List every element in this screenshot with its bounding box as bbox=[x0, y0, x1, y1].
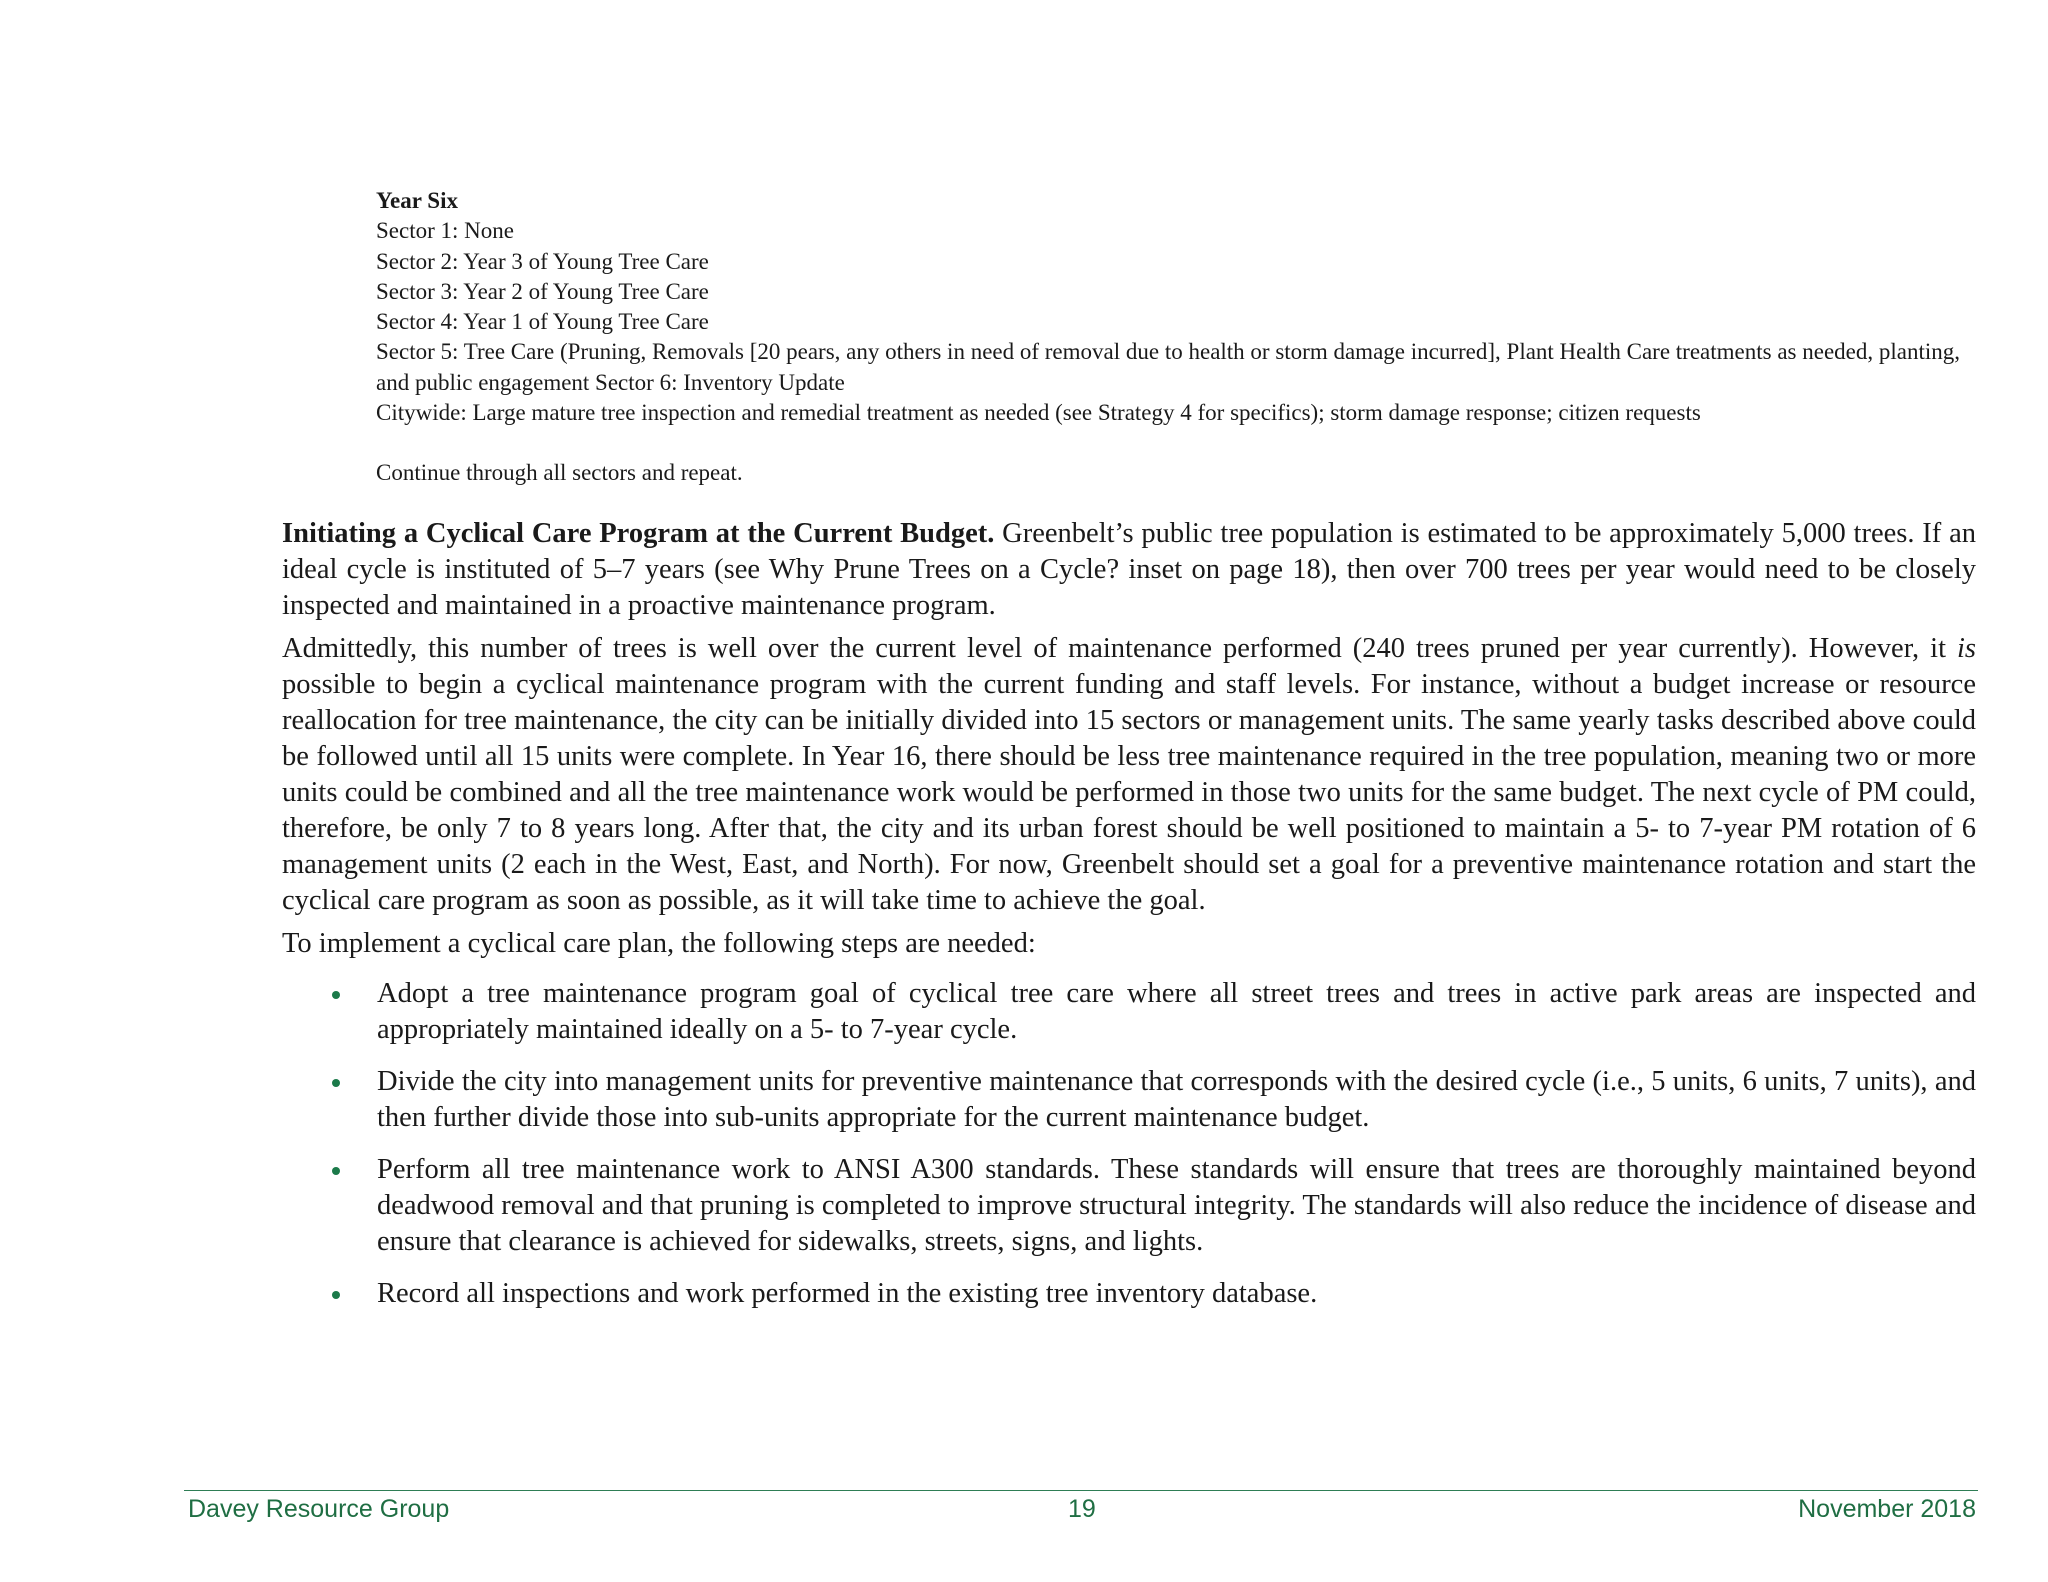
spacer bbox=[376, 428, 1976, 458]
section-paragraph-1 bbox=[282, 516, 1976, 624]
year-six-inset bbox=[376, 186, 1976, 489]
inset-closing: Continue through all sectors and repeat. bbox=[376, 460, 743, 486]
section-heading: Initiating a Cyclical Care Program at the Current Budget. bbox=[282, 518, 995, 549]
footer-date: November 2018 bbox=[1798, 1495, 1976, 1523]
list-item-text: Perform all tree maintenance work to ANSI A300 standards. These standards will ensure that trees are thoroughly maintained beyond deadwood removal and that pruning is completed to improve structural integrity. The standards will also reduce the incidence of disease and ensure that clearance is achieved for sidewalks, streets, signs, and lights. bbox=[377, 1154, 1976, 1257]
list-item bbox=[282, 1152, 1976, 1260]
paragraph-text: Admittedly, this number of trees is well over the current level of maintenance performed (240 trees pruned per year currently). However, it bbox=[282, 633, 1957, 664]
inset-line: Citywide: Large mature tree inspection and remedial treatment as needed (see Strategy 4 for specifics); storm damage response; citizen requests bbox=[376, 400, 1701, 426]
bullet-icon bbox=[332, 991, 340, 999]
section-paragraph-2 bbox=[282, 631, 1976, 919]
bullet-icon bbox=[332, 1079, 340, 1087]
inset-line: Sector 1: None bbox=[376, 218, 514, 244]
inset-line: Sector 3: Year 2 of Young Tree Care bbox=[376, 278, 709, 304]
main-section bbox=[282, 516, 1976, 1328]
footer-divider bbox=[184, 1490, 1978, 1491]
section-paragraph-3: To implement a cyclical care plan, the following steps are needed: bbox=[282, 928, 1036, 959]
list-item bbox=[282, 1064, 1976, 1136]
list-item bbox=[282, 976, 1976, 1048]
inset-line: Sector 4: Year 1 of Young Tree Care bbox=[376, 309, 709, 335]
paragraph-text: possible to begin a cyclical maintenance program with the current funding and staff levels. For instance, without a budget increase or resource reallocation for tree maintenance, the city can be initially divided into 15 sectors or management units. The same yearly tasks described above could be followed until all 15 units were complete. In Year 16, there should be less tree maintenance required in the tree population, meaning two or more units could be combined and all the tree maintenance work would be performed in those two units for the same budget. The next cycle of PM could, therefore, be only 7 to 8 years long. After that, the city and its urban forest should be well positioned to maintain a 5- to 7-year PM rotation of 6 management units (2 each in the West, East, and North). For now, Greenbelt should set a goal for a preventive maintenance rotation and start the cyclical care program as soon as possible, as it will take time to achieve the goal. bbox=[282, 669, 1976, 916]
inset-heading: Year Six bbox=[376, 188, 458, 213]
list-item-text: Adopt a tree maintenance program goal of cyclical tree care where all street trees and trees in active park areas are inspected and appropriately maintained ideally on a 5- to 7-year cycle. bbox=[377, 978, 1976, 1045]
emphasis-text: is bbox=[1956, 633, 1976, 664]
list-item bbox=[282, 1276, 1976, 1312]
steps-list bbox=[282, 976, 1976, 1312]
page-number: 19 bbox=[1068, 1495, 1096, 1523]
list-item-text: Divide the city into management units for preventive maintenance that corresponds with the desired cycle (i.e., 5 units, 6 units, 7 units), and then further divide those into sub-units appropriate for the current maintenance budget. bbox=[377, 1066, 1976, 1133]
list-item-text: Record all inspections and work performed in the existing tree inventory database. bbox=[377, 1278, 1318, 1309]
bullet-icon bbox=[332, 1167, 340, 1175]
footer-organization: Davey Resource Group bbox=[188, 1495, 450, 1523]
inset-line: Sector 5: Tree Care (Pruning, Removals [20 pears, any others in need of removal due to health or storm damage incurred], Plant Health Care treatments as needed, planting, and public engagement Sector 6: Inventory Update bbox=[376, 339, 1960, 395]
section-intro-text: Greenbelt’s public tree population is estimated to be approximately 5,000 trees. If an ideal cycle is instituted of 5–7 years (see Why Prune Trees on a Cycle? inset on page 18), then over 700 trees per year would need to be closely inspected and maintained in a proactive maintenance program. bbox=[282, 518, 1976, 621]
inset-line: Sector 2: Year 3 of Young Tree Care bbox=[376, 248, 709, 274]
bullet-icon bbox=[332, 1291, 340, 1299]
